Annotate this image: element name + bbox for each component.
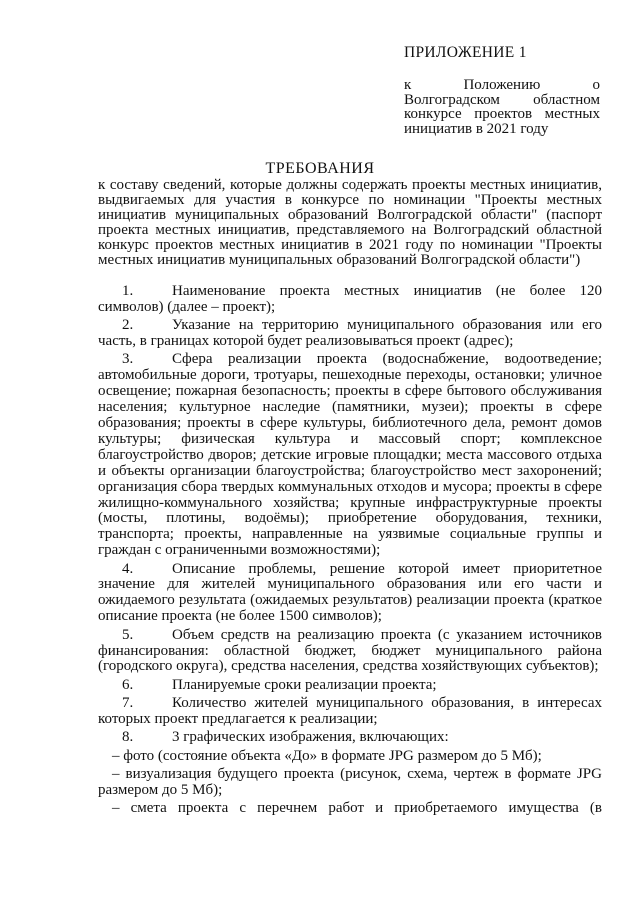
list-item-text: – фото (состояние объекта «До» в формате JPG размером до 5 Мб); bbox=[112, 747, 542, 764]
list-item-number: 2. bbox=[122, 317, 134, 334]
list-item-line: транспорта; проекты, направленные на уязвимые социальные группы и bbox=[98, 526, 602, 543]
list-item-text: – визуализация будущего проекта (рисунок, схема, чертеж в формате JPG bbox=[112, 765, 602, 782]
list-item-line: символов) (далее – проект); bbox=[98, 298, 276, 315]
list-item-text: Описание проблемы, решение которой имеет приоритетное bbox=[172, 560, 602, 577]
list-item-line bbox=[98, 730, 602, 746]
list-item-line: культуры; физическая культура и массовый спорт; комплексное bbox=[98, 430, 602, 447]
list-item-number: 1. bbox=[122, 283, 134, 299]
list-item bbox=[98, 749, 602, 765]
list-item bbox=[98, 678, 602, 694]
appendix-ref-line: инициатив в 2021 году bbox=[404, 120, 549, 137]
list-item-line bbox=[98, 562, 602, 578]
list-item-line bbox=[98, 318, 602, 334]
subtitle-line: к составу сведений, которые должны содержать проекты местных инициатив, bbox=[98, 177, 602, 193]
list-item bbox=[98, 696, 602, 728]
list-item-line: населения; культурное наследие (памятники, музеи); проекты в сфере bbox=[98, 399, 602, 416]
list-item-line: образования; проекты в сфере культуры, библиотечного дела, ремонт домов bbox=[98, 415, 602, 432]
list-item-line bbox=[98, 749, 602, 765]
list-item-line: ожидаемого результата (ожидаемых результатов) реализации проекта (краткое bbox=[98, 592, 602, 609]
list-item-line: описание проекта (не более 1500 символов); bbox=[98, 608, 382, 625]
list-item-line bbox=[98, 352, 602, 368]
list-item-line: (городского округа), средства населения, средства хозяйствующих субъектов); bbox=[98, 658, 599, 675]
list-item-line bbox=[98, 696, 602, 712]
list-item-line bbox=[98, 678, 602, 694]
list-item-text: Указание на территорию муниципального образования или его bbox=[172, 317, 602, 334]
requirements-subtitle bbox=[98, 178, 602, 268]
list-item bbox=[98, 284, 602, 316]
list-item-number: 8. bbox=[122, 729, 134, 746]
list-item-line: организация сбора твердых коммунальных отходов и мусора; проекты в сфере bbox=[98, 478, 602, 495]
list-item-text: Сфера реализации проекта (водоснабжение, водоотведение; bbox=[172, 351, 602, 368]
list-item-line: часть, в границах которой будет реализовываться проект (адрес); bbox=[98, 333, 514, 350]
list-item-line: граждан с ограниченными возможностями); bbox=[98, 542, 381, 559]
list-item-number: 5. bbox=[122, 626, 134, 643]
list-item-line: благоустройство дворов; детские игровые площадки; места массового отдыха bbox=[98, 446, 602, 463]
list-item-line: финансирования: областной бюджет, бюджет муниципального района bbox=[98, 642, 602, 659]
list-item-text: Наименование проекта местных инициатив (не более 120 bbox=[172, 283, 602, 299]
list-item-text: – смета проекта с перечнем работ и приобретаемого имущества (в bbox=[112, 800, 602, 816]
appendix-title: ПРИЛОЖЕНИЕ 1 bbox=[404, 44, 527, 61]
list-item-line: и объекты организации благоустройства; благоустройство мест захоронений; bbox=[98, 462, 602, 479]
list-item-number: 3. bbox=[122, 351, 134, 368]
list-item bbox=[98, 562, 602, 626]
subtitle-line: инициатив муниципальных образований Волгоградской области" (паспорт bbox=[98, 207, 602, 223]
appendix-reference bbox=[404, 78, 600, 136]
list-item-text: Планируемые сроки реализации проекта; bbox=[172, 676, 437, 693]
list-item-line: автомобильные дороги, тротуары, пешеходные переходы, остановки; уличное bbox=[98, 367, 602, 384]
list-item-line: значение для жителей муниципального образования или его части и bbox=[98, 576, 602, 593]
list-item-number: 6. bbox=[122, 676, 134, 693]
list-item-number: 4. bbox=[122, 560, 134, 577]
list-item-line: размером до 5 Мб); bbox=[98, 781, 223, 798]
list-item-line bbox=[98, 801, 602, 817]
list-item-text: 3 графических изображения, включающих: bbox=[172, 729, 449, 746]
list-item bbox=[98, 352, 602, 559]
list-item-text: Количество жителей муниципального образования, в интересах bbox=[172, 695, 602, 711]
subtitle-line: конкурс проектов местных инициатив в 2021 году по номинации "Проекты bbox=[98, 237, 602, 253]
list-item-number: 7. bbox=[122, 695, 134, 711]
list-item-line bbox=[98, 767, 602, 783]
list-item bbox=[98, 730, 602, 746]
requirements-list bbox=[98, 284, 602, 819]
list-item bbox=[98, 767, 602, 799]
list-item-line: освещение; пожарная безопасность; проекты в сфере бытового обслуживания bbox=[98, 383, 602, 400]
appendix-ref-line: Волгоградском областном bbox=[404, 91, 600, 108]
requirements-title: ТРЕБОВАНИЯ bbox=[265, 160, 375, 177]
subtitle-line: выдвигаемых для участия в конкурсе по номинации "Проекты местных bbox=[98, 192, 602, 208]
list-item-line: жилищно-коммунального хозяйства; крупные инфраструктурные проекты bbox=[98, 494, 602, 511]
list-item bbox=[98, 318, 602, 350]
list-item-text: Объем средств на реализацию проекта (с указанием источников bbox=[172, 626, 602, 643]
subtitle-line: проекта местных инициатив, представляемого на Волгоградский областной bbox=[98, 222, 602, 238]
list-item-line: (мосты, плотины, водоёмы); приобретение оборудования, техники, bbox=[98, 510, 602, 527]
list-item-line: которых проект предлагается к реализации; bbox=[98, 710, 378, 727]
appendix-ref-line: к Положению о bbox=[404, 77, 600, 93]
list-item bbox=[98, 801, 602, 817]
list-item-line bbox=[98, 284, 602, 300]
list-item bbox=[98, 628, 602, 676]
appendix-ref-line: конкурсе проектов местных bbox=[404, 106, 600, 122]
subtitle-line: местных инициатив муниципальных образований Волгоградской области") bbox=[98, 252, 581, 268]
list-item-line bbox=[98, 628, 602, 644]
